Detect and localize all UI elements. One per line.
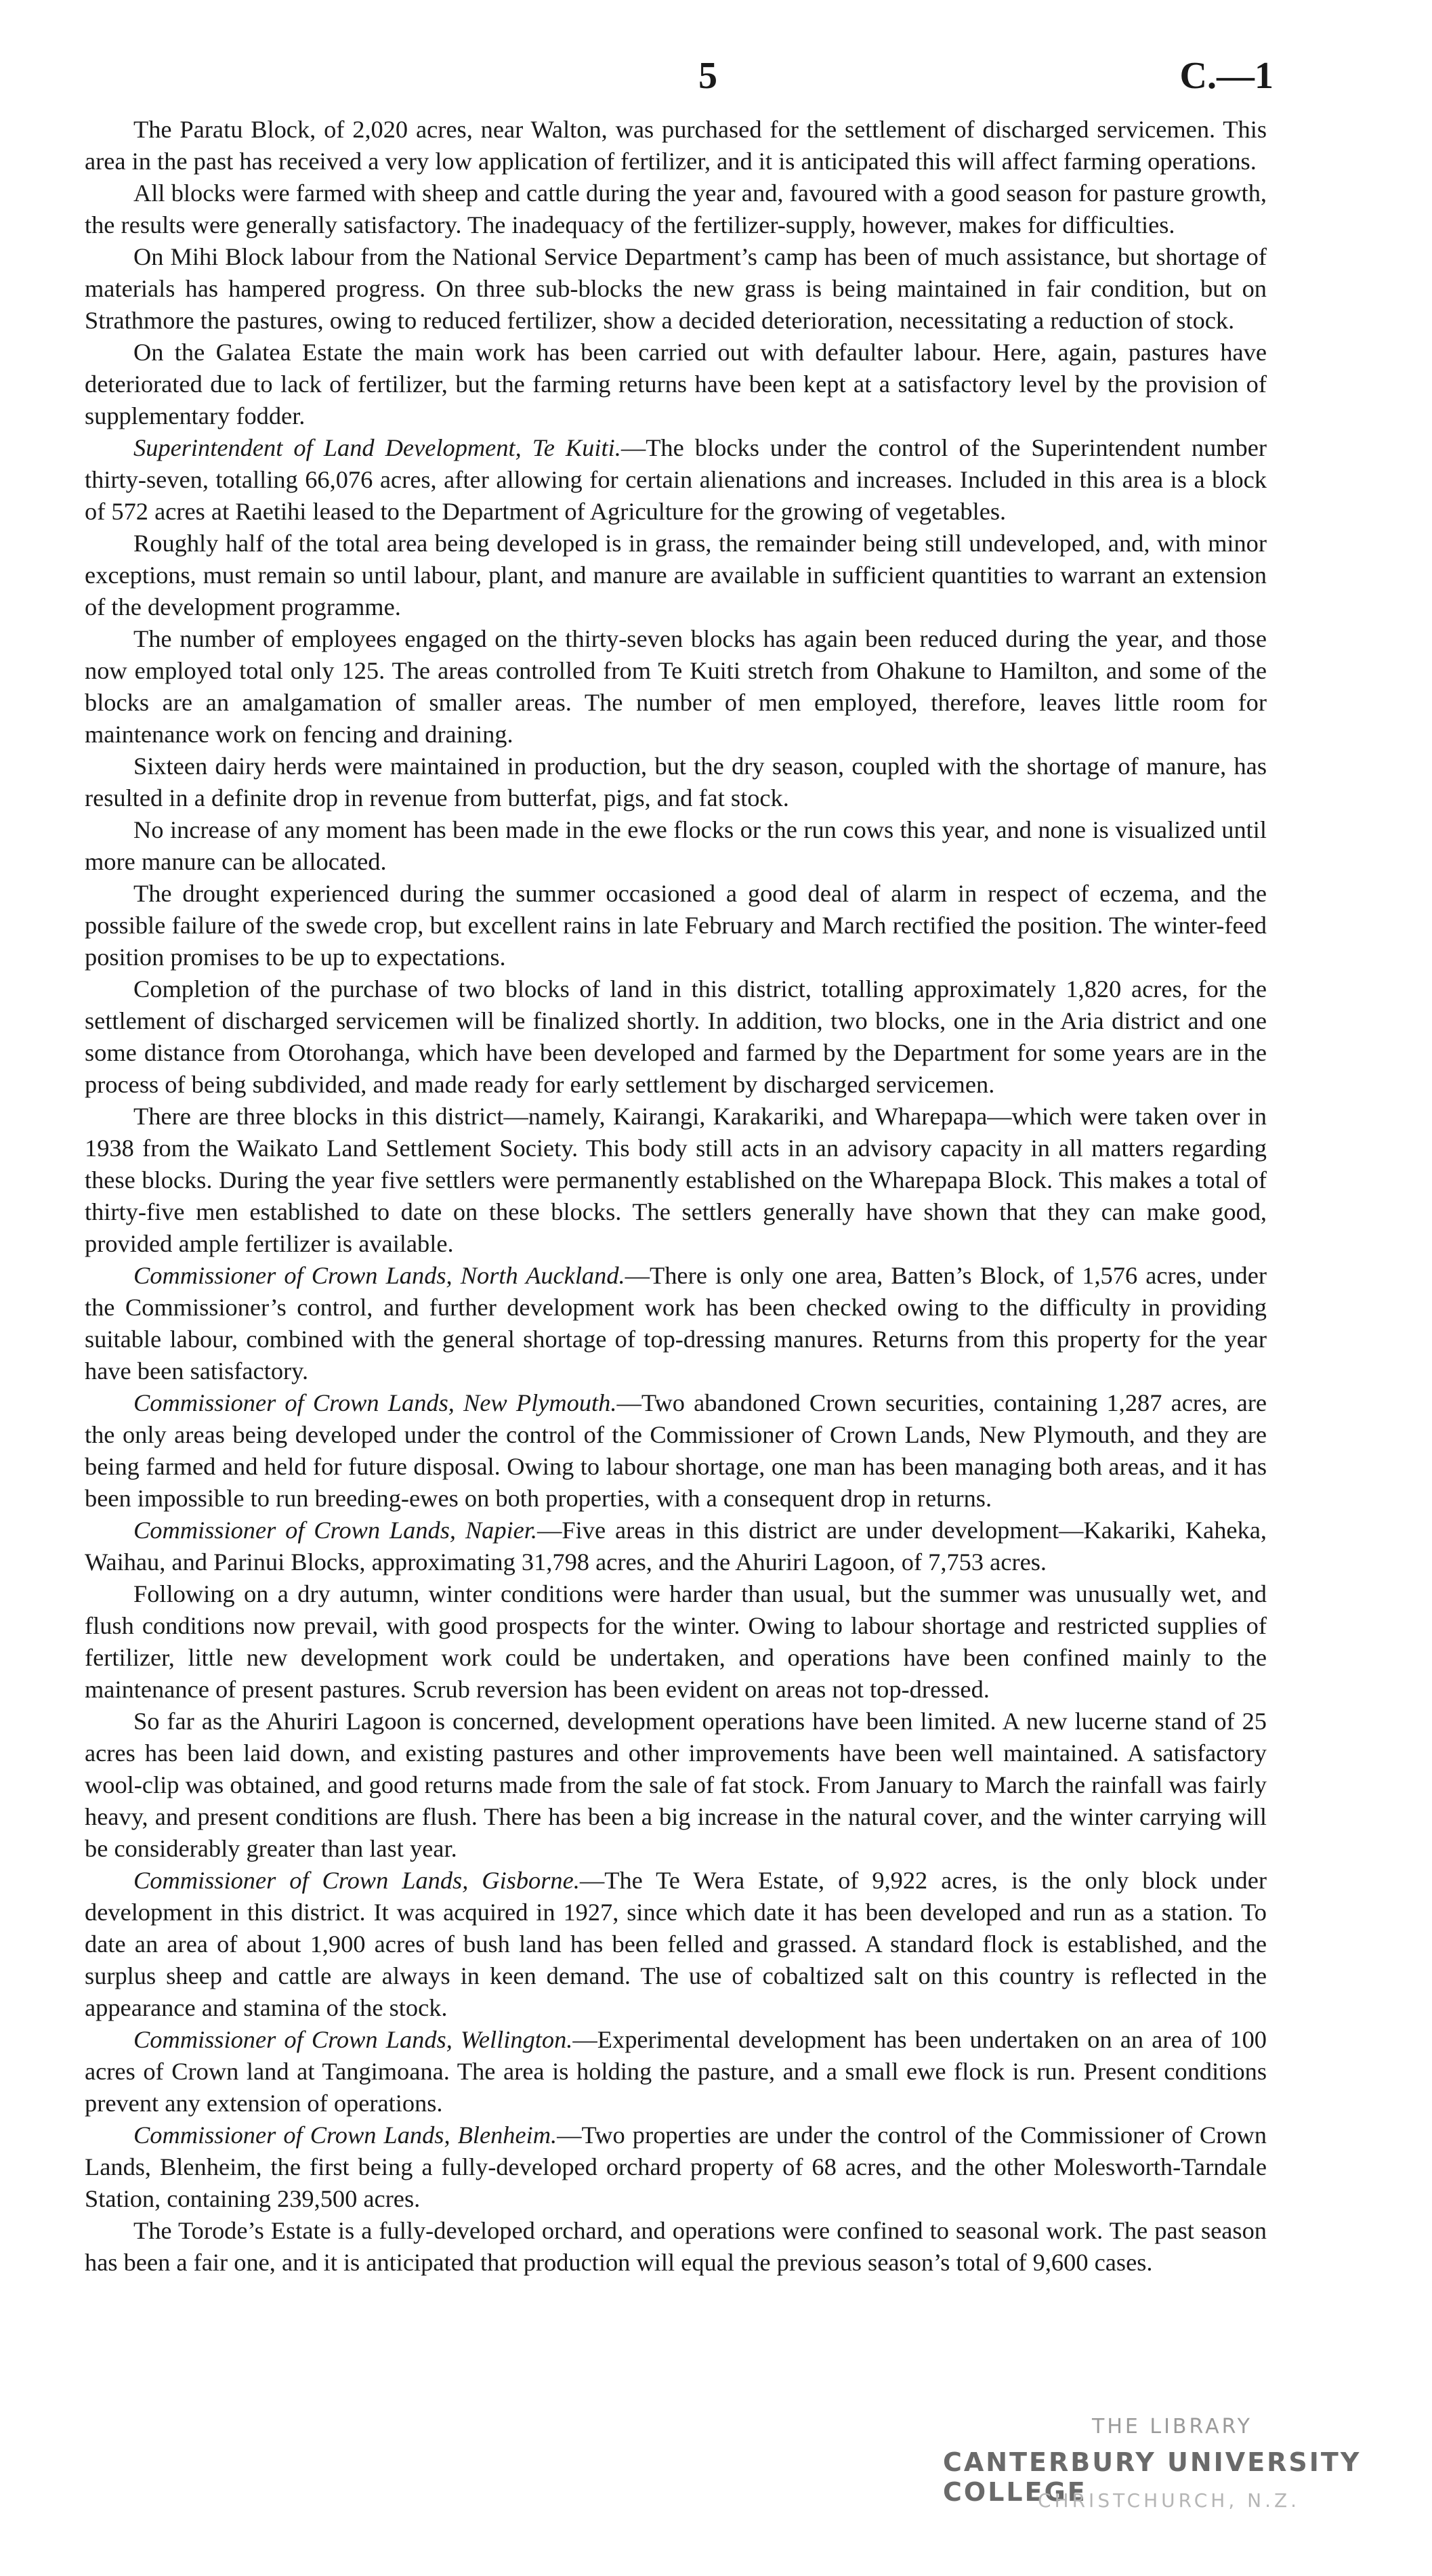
section-heading: Superintendent of Land Development, Te Kuiti. [133, 434, 621, 461]
paragraph-text: The Torode’s Estate is a fully-developed orchard, and operations were confined to seasonal work. The past season has been a fair one, and it is anticipated that production will equal the previous season’s total of 9,600 cases. [85, 2217, 1267, 2276]
paragraph [85, 1101, 1267, 1260]
paragraph-text: —Five areas in this district are under development—Kakariki, Kaheka, Waihau, and Parinui Blocks, approximating 31,798 acres, and the Ahuriri Lagoon, of 7,753 acres. [85, 1517, 1267, 1576]
document-reference: C.—1 [1179, 55, 1273, 97]
paragraph [85, 177, 1267, 241]
library-stamp [943, 2415, 1417, 2537]
paragraph [85, 337, 1267, 432]
paragraph [85, 1706, 1267, 1865]
paragraph [85, 623, 1267, 751]
paragraph-text: The number of employees engaged on the thirty-seven blocks has again been reduced during the year, and those now employed total only 125. The areas controlled from Te Kuiti stretch from Ohakune to Hamilton, and some of the blocks are an amalgamation of smaller areas. The number of men employed, therefore, leaves little room for maintenance work on fencing and draining. [85, 625, 1267, 748]
paragraph [85, 1578, 1267, 1706]
paragraph-text: —Two abandoned Crown securities, containing 1,287 acres, are the only areas being developed under the control of the Commissioner of Crown Lands, New Plymouth, and they are being farmed and held for future disposal. Owing to labour shortage, one man has been managing both areas, and it has been impossible to run breeding-ewes on both properties, with a consequent drop in returns. [85, 1389, 1267, 1512]
section-heading: Commissioner of Crown Lands, New Plymouth. [133, 1389, 617, 1416]
paragraph-text: —The blocks under the control of the Superintendent number thirty-seven, totalling 66,076 acres, after allowing for certain alienations and increases. Included in this area is a block of 572 acres at Raetihi leased to the Department of Agriculture for the growing of vegetables. [85, 434, 1267, 525]
paragraph [85, 241, 1267, 337]
paragraph [85, 2215, 1267, 2279]
paragraph [85, 114, 1267, 177]
paragraph-text: On Mihi Block labour from the National Service Department’s camp has been of much assistance, but shortage of materials has hampered progress. On three sub-blocks the new grass is being maintained in fair condition, but on Strathmore the pastures, owing to reduced fertilizer, show a decided deterioration, necessitating a reduction of stock. [85, 243, 1267, 334]
paragraph [85, 814, 1267, 878]
paragraph-text: Following on a dry autumn, winter conditions were harder than usual, but the summer was unusually wet, and flush conditions now prevail, with good prospects for the winter. Owing to labour shortage and restricted supplies of fertilizer, little new development work could be undertaken, and operations have been confined mainly to the maintenance of present pastures. Scrub reversion has been evident on areas not top-dressed. [85, 1580, 1267, 1703]
paragraph-text: The Paratu Block, of 2,020 acres, near Walton, was purchased for the settlement of discharged servicemen. This area in the past has received a very low application of fertilizer, and it is anticipated this will affect farming operations. [85, 116, 1267, 175]
section-heading: Commissioner of Crown Lands, Gisborne. [133, 1867, 580, 1894]
stamp-line-3: CHRISTCHURCH, N.Z. [1038, 2489, 1301, 2512]
section-heading: Commissioner of Crown Lands, Napier. [133, 1517, 538, 1544]
paragraph-text: Roughly half of the total area being developed is in grass, the remainder being still undeveloped, and, with minor exceptions, must remain so until labour, plant, and manure are available in sufficient quantities to warrant an extension of the development programme. [85, 530, 1267, 620]
page-number: 5 [698, 55, 717, 97]
section-heading: Commissioner of Crown Lands, Blenheim. [133, 2121, 557, 2149]
paragraph-text: —There is only one area, Batten’s Block, of 1,576 acres, under the Commissioner’s control, and further development work has been checked owing to the difficulty in providing suitable labour, combined with the general shortage of top-dressing manures. Returns from this property for the year have been satisfactory. [85, 1262, 1267, 1385]
stamp-line-2: CANTERBURY UNIVERSITY COLLEGE [943, 2447, 1362, 2507]
section-heading: Commissioner of Crown Lands, North Auckland. [133, 1262, 625, 1289]
paragraph-text: No increase of any moment has been made in the ewe flocks or the run cows this year, and none is visualized until more manure can be allocated. [85, 816, 1267, 875]
paragraph [85, 1387, 1267, 1515]
paragraph-text: On the Galatea Estate the main work has been carried out with defaulter labour. Here, again, pastures have deteriorated due to lack of fertilizer, but the farming returns have been kept at a satisfactory level by the provision of supplementary fodder. [85, 339, 1267, 429]
paragraph [85, 432, 1267, 528]
paragraph [85, 878, 1267, 973]
paragraph [85, 2119, 1267, 2215]
paragraph [85, 2024, 1267, 2119]
paragraph-text: Sixteen dairy herds were maintained in production, but the dry season, coupled with the shortage of manure, has resulted in a definite drop in revenue from butterfat, pigs, and fat stock. [85, 753, 1267, 811]
body-text [85, 114, 1267, 2279]
paragraph [85, 528, 1267, 623]
paragraph [85, 751, 1267, 814]
paragraph [85, 1515, 1267, 1578]
paragraph [85, 1865, 1267, 2024]
paragraph-text: —The Te Wera Estate, of 9,922 acres, is the only block under development in this district. It was acquired in 1927, since which date it has been developed and run as a station. To date an area of about 1,900 acres of bush land has been felled and grassed. A standard flock is established, and the surplus sheep and cattle are always in keen demand. The use of cobaltized salt on this country is reflected in the appearance and stamina of the stock. [85, 1867, 1267, 2021]
stamp-line-1: THE LIBRARY [1092, 2415, 1252, 2438]
paragraph [85, 973, 1267, 1101]
paragraph-text: So far as the Ahuriri Lagoon is concerned, development operations have been limited. A new lucerne stand of 25 acres has been laid down, and existing pastures and other improvements have been well maintained. A satisfactory wool-clip was obtained, and good returns made from the sale of fat stock. From January to March the rainfall was fairly heavy, and present conditions are flush. There has been a big increase in the natural cover, and the winter carrying will be considerably greater than last year. [85, 1708, 1267, 1862]
paragraph-text: There are three blocks in this district—namely, Kairangi, Karakariki, and Wharepapa—which were taken over in 1938 from the Waikato Land Settlement Society. This body still acts in an advisory capacity in all matters regarding these blocks. During the year five settlers were permanently established on the Wharepapa Block. This makes a total of thirty-five men established to date on these blocks. The settlers generally have shown that they can make good, provided ample fertilizer is available. [85, 1103, 1267, 1257]
paragraph-text: —Experimental development has been undertaken on an area of 100 acres of Crown land at Tangimoana. The area is holding the pasture, and a small ewe flock is run. Present conditions prevent any extension of operations. [85, 2026, 1267, 2117]
paragraph-text: Completion of the purchase of two blocks of land in this district, totalling approximately 1,820 acres, for the settlement of discharged servicemen will be finalized shortly. In addition, two blocks, one in the Aria district and one some distance from Otorohanga, which have been developed and farmed by the Department for some years are in the process of being subdivided, and made ready for early settlement by discharged servicemen. [85, 975, 1267, 1098]
paragraph-text: The drought experienced during the summer occasioned a good deal of alarm in respect of eczema, and the possible failure of the swede crop, but excellent rains in late February and March rectified the position. The winter-feed position promises to be up to expectations. [85, 880, 1267, 971]
section-heading: Commissioner of Crown Lands, Wellington. [133, 2026, 573, 2053]
paragraph-text: —Two properties are under the control of the Commissioner of Crown Lands, Blenheim, the first being a fully-developed orchard property of 68 acres, and the other Molesworth-Tarndale Station, containing 239,500 acres. [85, 2121, 1267, 2212]
paragraph-text: All blocks were farmed with sheep and cattle during the year and, favoured with a good season for pasture growth, the results were generally satisfactory. The inadequacy of the fertilizer-supply, however, makes for difficulties. [85, 180, 1267, 238]
paragraph [85, 1260, 1267, 1387]
